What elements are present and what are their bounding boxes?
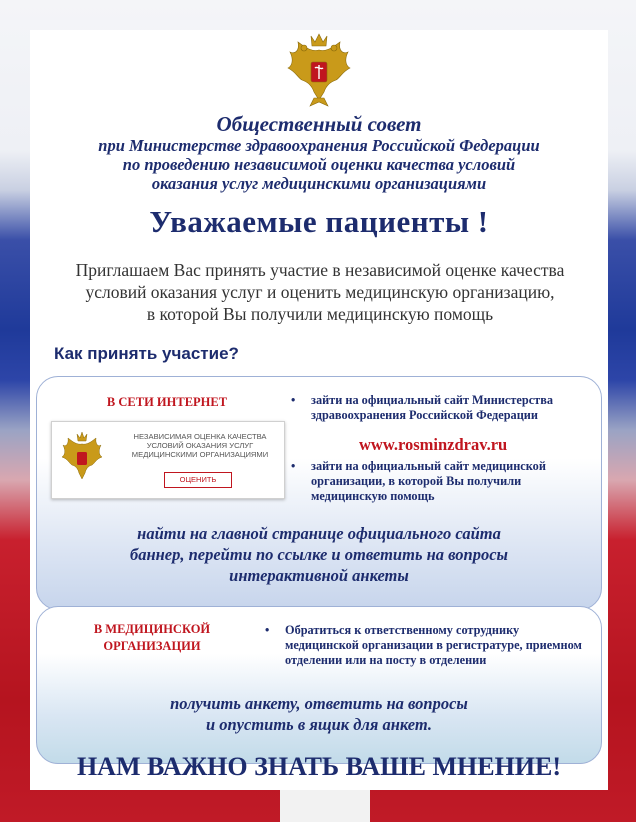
in-person-bullet-list	[263, 623, 595, 668]
emblem-icon	[284, 30, 354, 110]
background-gap	[280, 790, 370, 822]
bullet-text: зайти на официальный сайт медицинской организации, в которой Вы получили медицинскую помощь	[311, 459, 546, 503]
instruction-line: и опустить в ящик для анкет.	[205, 715, 433, 734]
bullet-icon: •	[265, 623, 270, 637]
evaluation-banner[interactable]	[51, 421, 285, 499]
label-line: ОРГАНИЗАЦИИ	[103, 639, 201, 653]
online-label: В СЕТИ ИНТЕРНЕТ	[106, 395, 228, 409]
instruction-line: найти на главной странице официального сайта	[137, 524, 501, 543]
ministry-website-link[interactable]: www.rosminzdrav.ru	[359, 435, 508, 454]
closing-slogan: НАМ ВАЖНО ЗНАТЬ ВАШЕ МНЕНИЕ!	[76, 752, 562, 781]
banner-text-line: УСЛОВИЙ ОКАЗАНИЯ УСЛУГ	[146, 441, 254, 450]
invitation-line: условий оказания услуг и оценить медицинскую организацию,	[85, 282, 555, 302]
list-item	[289, 393, 594, 423]
banner-text-line: МЕДИЦИНСКИМИ ОРГАНИЗАЦИЯМИ	[131, 450, 269, 459]
invitation-line: Приглашаем Вас принять участие в независимой оценке качества	[75, 260, 565, 280]
invitation-text	[40, 259, 600, 325]
online-participation-box	[36, 376, 602, 610]
in-person-label	[67, 621, 237, 655]
greeting-heading: Уважаемые пациенты !	[149, 204, 489, 239]
in-person-participation-box	[36, 606, 602, 764]
online-bullet-list	[289, 393, 594, 423]
council-subtitle-line: по проведению независимой оценки качества условий	[122, 155, 516, 174]
poster	[30, 30, 608, 790]
bullet-icon: •	[291, 459, 296, 473]
bullet-icon: •	[291, 393, 296, 407]
bullet-text: Обратиться к ответственному сотруднику медицинской организации в регистратуре, приемном отделении или на посту в отделении	[285, 623, 582, 667]
bullet-text: зайти на официальный сайт Министерства здравоохранения Российской Федерации	[311, 393, 553, 422]
council-subtitle-line: оказания услуг медицинскими организациями	[151, 174, 487, 193]
instruction-line: баннер, перейти по ссылке и ответить на вопросы	[129, 545, 508, 564]
instruction-line: интерактивной анкеты	[229, 566, 409, 585]
online-bullet-list	[289, 459, 594, 504]
label-line: В МЕДИЦИНСКОЙ	[93, 622, 211, 636]
instruction-line: получить анкету, ответить на вопросы	[170, 694, 468, 713]
online-instructions	[37, 523, 601, 586]
invitation-line: в которой Вы получили медицинскую помощь	[146, 304, 494, 324]
evaluate-button[interactable]: ОЦЕНИТЬ	[164, 472, 232, 488]
council-subtitle-line: при Министерстве здравоохранения Российской Федерации	[98, 136, 540, 155]
council-title: Общественный совет	[216, 112, 422, 136]
list-item	[289, 459, 594, 504]
banner-text	[120, 432, 280, 459]
banner-emblem-icon	[60, 430, 104, 486]
in-person-instructions	[37, 693, 601, 735]
how-to-participate-heading: Как принять участие?	[54, 344, 239, 363]
banner-text-line: НЕЗАВИСИМАЯ ОЦЕНКА КАЧЕСТВА	[133, 432, 267, 441]
council-header	[30, 112, 608, 193]
list-item	[263, 623, 595, 668]
